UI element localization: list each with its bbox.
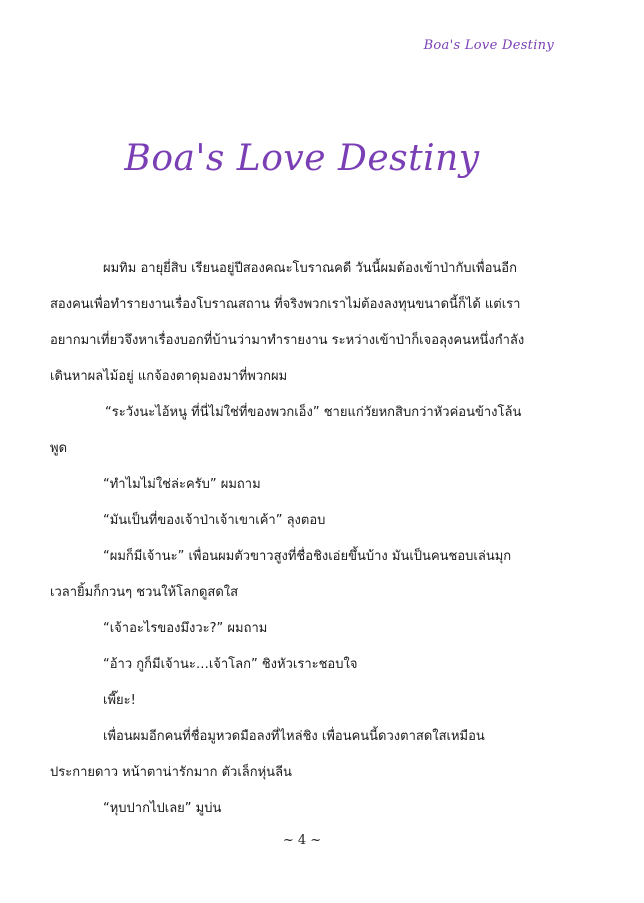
text-line: “อ้าว กูก็มีเจ้านะ…เจ้าโลก” ชิงหัวเราะชอบใจ (103, 657, 358, 672)
text-line: เพื่อนผมอีกคนที่ชื่อมูหวดมือลงที่ไหล่ชิง เพื่อนคนนี้ดวงตาสดใสเหมือน (103, 729, 485, 744)
text-line: เพี๊ยะ! (103, 693, 136, 708)
text-line: “ทำไมไม่ใช่ล่ะครับ” ผมถาม (103, 477, 261, 492)
text-line: “มันเป็นที่ของเจ้าป่าเจ้าเขาเค้า” ลุงตอบ (103, 513, 326, 528)
book-title: Boa's Love Destiny (124, 138, 480, 179)
text-line: ประกายดาว หน้าตาน่ารักมาก ตัวเล็กหุ่นลีน (50, 765, 292, 780)
text-line: “ระวังนะไอ้หนู ที่นี่ไม่ใช่ที่ของพวกเอ็ง” ชายแก่วัยหกสิบกว่าหัวค่อนข้างโล้น (105, 405, 522, 420)
page-number: ~ 4 ~ (282, 833, 322, 848)
text-line: ผมทิม อายุยี่สิบ เรียนอยู่ปีสองคณะโบราณคดี วันนี้ผมต้องเข้าป่ากับเพื่อนอีก (103, 261, 517, 276)
text-line: “ผมก็มีเจ้านะ” เพื่อนผมตัวขาวสูงที่ชื่อชิงเอ่ยขึ้นบ้าง มันเป็นคนชอบเล่นมุก (103, 549, 512, 564)
story-body (50, 254, 556, 830)
text-line: เดินหาผลไม้อยู่ แกจ้องตาดุมองมาที่พวกผม (50, 369, 288, 384)
running-header: Boa's Love Destiny (423, 38, 554, 53)
text-line: “เจ้าอะไรของมึงวะ?” ผมถาม (103, 621, 268, 636)
text-line: เวลายิ้มก็กวนๆ ชวนให้โลกดูสดใส (50, 585, 239, 600)
text-line: พูด (50, 441, 68, 456)
text-line: อยากมาเที่ยวจึงหาเรื่องบอกที่บ้านว่ามาทำรายงาน ระหว่างเข้าป่าก็เจอลุงคนหนึ่งกำลัง (50, 333, 525, 348)
text-line: “หุบปากไปเลย” มูบ่น (103, 801, 222, 816)
text-line: สองคนเพื่อทำรายงานเรื่องโบราณสถาน ที่จริงพวกเราไม่ต้องลงทุนขนาดนี้ก็ได้ แต่เรา (50, 297, 521, 312)
